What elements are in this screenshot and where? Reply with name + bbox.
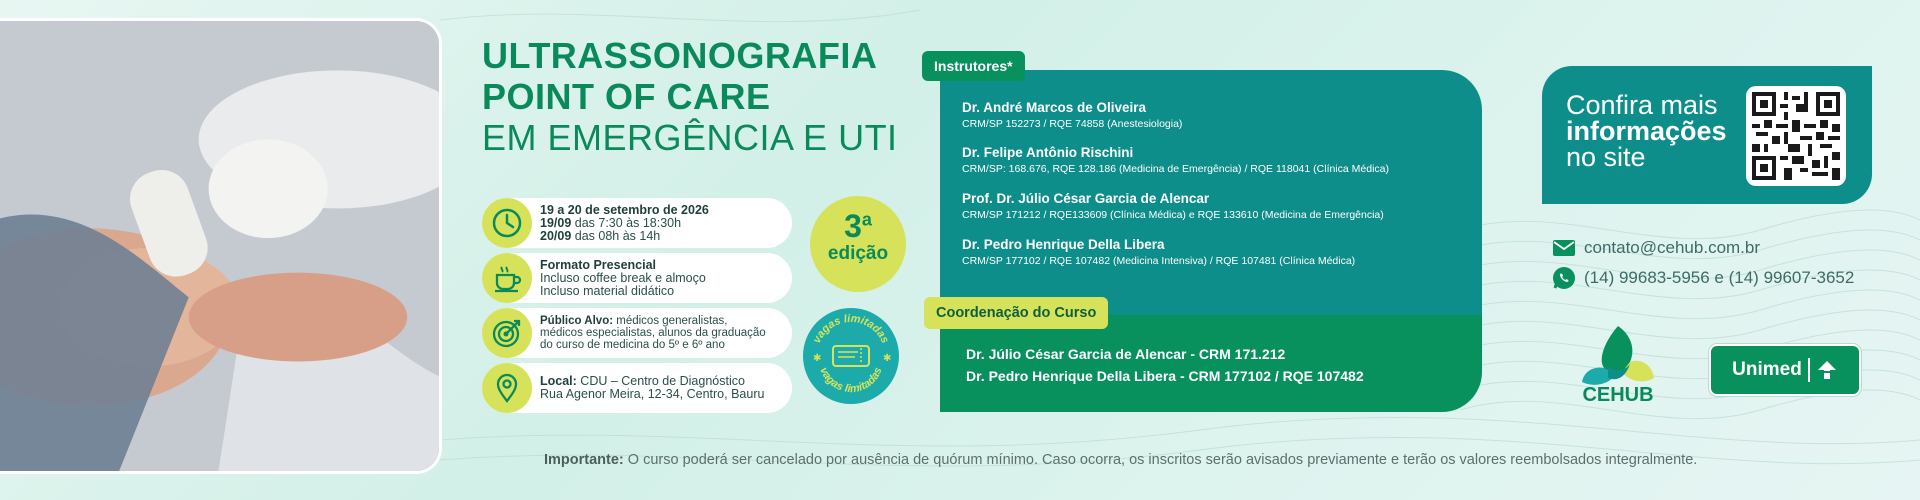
instructor-credentials: CRM/SP: 168.676, RQE 128.186 (Medicina de Emergência) / RQE 118041 (Clínica Médica): [962, 163, 1390, 175]
target-icon: [482, 308, 532, 358]
instructor-name: Prof. Dr. Júlio César Garcia de Alencar: [962, 191, 1210, 206]
important-label: Importante:: [544, 452, 624, 468]
site-info-text: [1566, 92, 1727, 170]
phone-contact[interactable]: [1552, 266, 1854, 290]
ultrasound-photo: [0, 18, 442, 474]
edition-number: 3: [844, 208, 862, 244]
instructor-name: Dr. Felipe Antônio Rischini: [962, 145, 1134, 160]
coordinator-item: Dr. Pedro Henrique Della Libera - CRM 177102 / RQE 107482: [966, 368, 1364, 384]
svg-text:vagas limitadas: [811, 313, 891, 345]
instructor-name: Dr. Pedro Henrique Della Libera: [962, 237, 1165, 252]
edition-ordinal: a: [861, 209, 872, 230]
svg-text:✱: ✱: [883, 353, 892, 364]
site-line-2: informações: [1566, 116, 1727, 146]
audience-label: Público Alvo:: [540, 315, 614, 327]
audience-text-3: do curso de medicina do 5º e 6º ano: [540, 339, 725, 351]
cehub-label: CEHUB: [1582, 384, 1654, 406]
instructor-item: [962, 100, 1182, 130]
coordination-panel: [940, 315, 1482, 412]
vagas-text-bottom: vagas limitadas: [817, 365, 885, 396]
email-contact[interactable]: [1552, 236, 1760, 260]
instructor-name: Dr. André Marcos de Oliveira: [962, 100, 1147, 115]
coffee-cup-icon: [482, 253, 532, 303]
coordinator-item: Dr. Júlio César Garcia de Alencar - CRM 171.212: [966, 346, 1286, 362]
audience-text-1: médicos generalistas,: [613, 315, 728, 327]
instructor-credentials: CRM/SP 152273 / RQE 74858 (Anestesiologia): [962, 118, 1183, 130]
instructor-credentials: CRM/SP 177102 / RQE 107482 (Medicina Intensiva) / RQE 107481 (Clínica Médica): [962, 255, 1356, 267]
important-text: O curso poderá ser cancelado por ausência de quórum mínimo. Caso ocorra, os inscritos serão avisados previamente e terão os valores reembolsados integralmente.: [623, 452, 1698, 468]
svg-text:✱: ✱: [813, 353, 822, 364]
format-row: [482, 253, 792, 303]
important-note: [544, 452, 1697, 468]
qr-code-icon[interactable]: [1746, 86, 1846, 186]
audience-row: [482, 308, 792, 358]
email-address: contato@cehub.com.br: [1584, 238, 1761, 257]
schedule-row: [482, 198, 792, 248]
whatsapp-icon: [1552, 266, 1576, 290]
format-title: Formato Presencial: [540, 257, 657, 272]
site-line-1: Confira mais: [1566, 90, 1718, 120]
instructor-credentials: CRM/SP 171212 / RQE133609 (Clínica Médica) e RQE 133610 (Medicina de Emergência): [962, 209, 1384, 221]
format-line-1: Incluso coffee break e almoço: [540, 270, 706, 285]
title-line-2: POINT OF CARE: [482, 76, 771, 117]
instructor-item: [962, 191, 1384, 221]
location-pin-icon: [482, 363, 532, 413]
location-label: Local:: [540, 374, 577, 388]
limited-spots-badge: [803, 308, 899, 404]
edition-badge: [810, 196, 906, 292]
unimed-label: Unimed: [1732, 359, 1802, 380]
title-line-3: EM EMERGÊNCIA E UTI: [482, 117, 898, 158]
schedule-day1-time: das 7:30 às 18:30h: [571, 215, 682, 230]
schedule-day2-time: das 08h às 14h: [571, 228, 661, 243]
svg-text:vagas limitadas: [817, 366, 884, 396]
phone-numbers: (14) 99683-5956 e (14) 99607-3652: [1584, 268, 1855, 287]
coordination-heading: Coordenação do Curso: [924, 297, 1108, 329]
instructor-item: [962, 237, 1355, 267]
audience-text-2: médicos especialistas, alunos da graduação: [540, 327, 766, 339]
instructor-item: [962, 145, 1389, 175]
title-line-1: ULTRASSONOGRAFIA: [482, 35, 878, 76]
location-text-2: Rua Agenor Meira, 12-34, Centro, Bauru: [540, 387, 765, 401]
instructors-heading: Instrutores*: [922, 51, 1025, 81]
course-title: [482, 35, 898, 158]
unimed-symbol-icon: [1816, 359, 1838, 381]
schedule-day1-date: 19/09: [540, 215, 572, 230]
edition-label: edição: [827, 243, 889, 264]
location-row: [482, 363, 792, 413]
format-line-2: Incluso material didático: [540, 283, 675, 298]
unimed-logo: [1709, 344, 1861, 396]
ticket-icon: [833, 346, 869, 366]
email-icon: [1552, 236, 1576, 260]
vagas-text-top: vagas limitadas: [810, 312, 892, 346]
clock-icon: [482, 198, 532, 248]
location-text-1: CDU – Centro de Diagnóstico: [576, 374, 745, 388]
schedule-dates: 19 a 20 de setembro de 2026: [540, 202, 709, 217]
site-line-3: no site: [1566, 142, 1646, 172]
schedule-day2-date: 20/09: [540, 228, 572, 243]
